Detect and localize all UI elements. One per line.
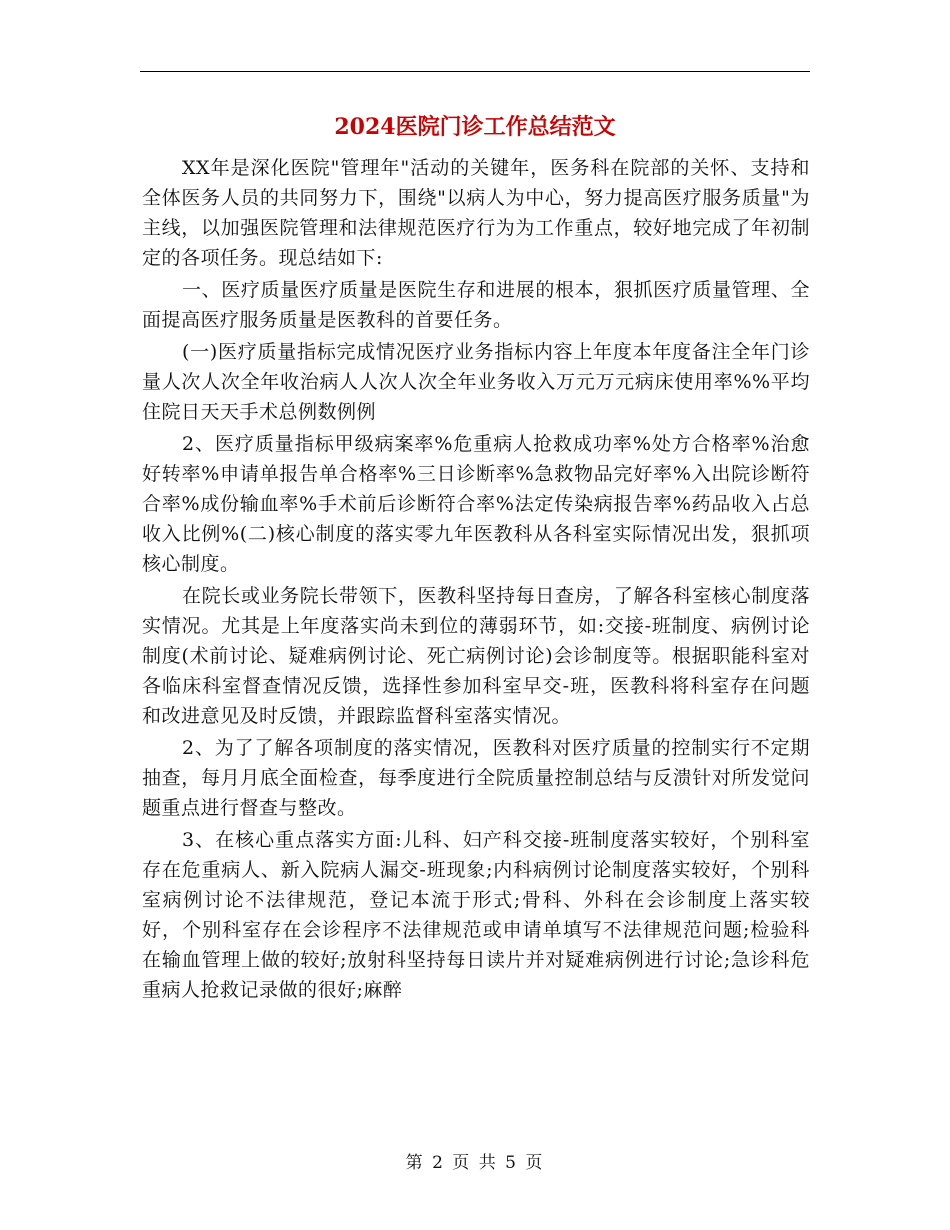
paragraph-ward-rounds: 在院长或业务院长带领下，医教科坚持每日查房，了解各科室核心制度落实情况。尤其是上年度落实尚未到位的薄弱环节，如:交接-班制度、病例讨论制度(术前讨论、疑难病例讨论、死亡病例讨论)会诊制度等。根据职能科室对各临床科室督查情况反馈，选择性参加科室早交-班，医教科将科室存在问题和改进意见及时反馈，并跟踪监督科室落实情况。 [142,585,810,727]
paragraph-section-1: 一、医疗质量医疗质量是医院生存和进展的根本，狠抓医疗质量管理、全面提高医疗服务质量是医教科的首要任务。 [142,279,810,331]
document-body [142,153,810,1007]
paragraph-spot-checks: 2、为了了解各项制度的落实情况，医教科对医疗质量的控制实行不定期抽查，每月月底全面检查，每季度进行全院质量控制总结与反溃针对所发觉问题重点进行督查与整改。 [142,737,810,819]
header-rule [140,71,810,72]
document-title: 2024医院门诊工作总结范文 [334,114,616,140]
paragraph-quality-indicators: (一)医疗质量指标完成情况医疗业务指标内容上年度本年度备注全年门诊量人次人次全年收治病人人次人次全年业务收入万元万元病床使用率%%平均住院日天天手术总例数例例 [142,341,810,423]
paragraph-intro: XX年是深化医院"管理年"活动的关键年，医务科在院部的关怀、支持和全体医务人员的共同努力下，围绕"以病人为中心，努力提高医疗服务质量"为主线，以加强医院管理和法律规范医疗行为为工作重点，较好地完成了年初制定的各项任务。现总结如下: [142,157,810,269]
paragraph-quality-metrics: 2、医疗质量指标甲级病案率%危重病人抢救成功率%处方合格率%治愈好转率%申请单报告单合格率%三日诊断率%急救物品完好率%入出院诊断符合率%成份输血率%手术前后诊断符合率%法定传染病报告率%药品收入占总收入比例%(二)核心制度的落实零九年医教科从各科室实际情况出发，狠抓项核心制度。 [142,433,810,575]
paragraph-core-implementation: 3、在核心重点落实方面:儿科、妇产科交接-班制度落实较好，个别科室存在危重病人、新入院病人漏交-班现象;内科病例讨论制度落实较好，个别科室病例讨论不法律规范，登记本流于形式;骨科、外科在会诊制度上落实较好，个别科室存在会诊程序不法律规范或申请单填写不法律规范问题;检验科在输血管理上做的较好;放射科坚持每日读片并对疑难病例进行讨论;急诊科危重病人抢救记录做的很好;麻醉 [142,829,810,1001]
page-number-footer: 第 2 页 共 5 页 [405,1153,545,1173]
